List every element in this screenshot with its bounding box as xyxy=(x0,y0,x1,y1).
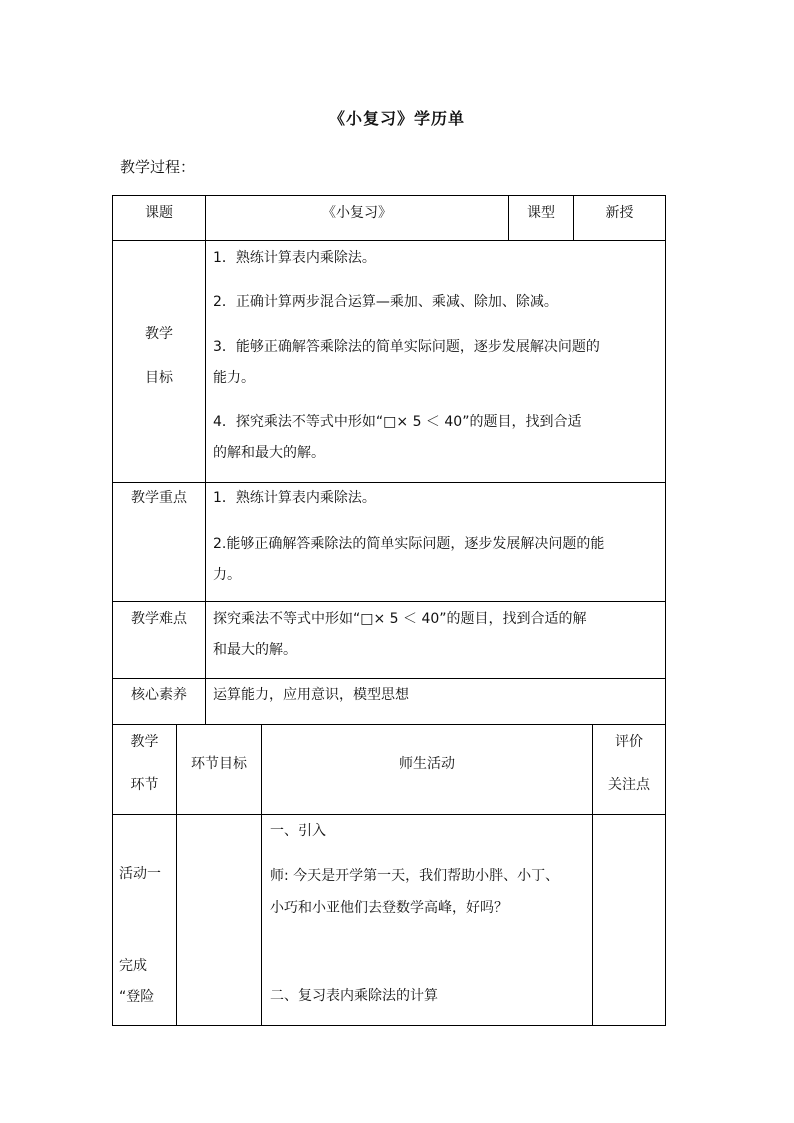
activity-line: 二、复习表内乘除法的计算 xyxy=(270,988,438,1004)
key-point-item-cont: 力。 xyxy=(213,567,241,583)
column-divider xyxy=(592,724,593,1026)
row-divider xyxy=(112,601,666,602)
goal-item: 1．熟练计算表内乘除法。 xyxy=(213,250,376,266)
process-col3: 师生活动 xyxy=(399,756,455,772)
row-divider xyxy=(112,678,666,679)
goals-label-line1: 教学 xyxy=(145,326,173,342)
lesson-label: 课题 xyxy=(145,205,173,221)
process-col1-line1: 教学 xyxy=(130,734,159,750)
goal-item: 4．探究乘法不等式中形如“□× 5 ＜ 40”的题目，找到合适 xyxy=(213,414,582,430)
lesson-value: 《小复习》 xyxy=(322,205,392,221)
activity-sub-line1: 完成 xyxy=(119,958,147,974)
table-border-bottom xyxy=(112,1025,666,1026)
intro-label: 教学过程： xyxy=(120,158,196,176)
goal-item: 2．正确计算两步混合运算—乘加、乘减、除加、除减。 xyxy=(213,294,558,310)
goal-item-cont: 的解和最大的解。 xyxy=(213,445,325,461)
page-title: 《小复习》学历单 xyxy=(328,109,465,128)
activity-sub-line2: “登险 xyxy=(119,989,155,1005)
activity-name: 活动一 xyxy=(119,866,161,882)
activity-line: 一、引入 xyxy=(270,823,326,839)
column-divider xyxy=(205,195,206,725)
type-value: 新授 xyxy=(605,205,634,221)
process-col2: 环节目标 xyxy=(191,756,247,772)
activity-line: 师: 今天是开学第一天，我们帮助小胖、小丁、 xyxy=(270,868,560,884)
activity-line: 小巧和小亚他们去登数学高峰，好吗？ xyxy=(270,900,508,916)
process-col4-line1: 评价 xyxy=(615,734,643,750)
process-col1-line2: 环节 xyxy=(130,777,159,793)
row-divider xyxy=(112,814,666,815)
type-label: 课型 xyxy=(527,205,555,221)
literacy-label: 核心素养 xyxy=(131,687,187,703)
goal-item: 3．能够正确解答乘除法的简单实际问题，逐步发展解决问题的 xyxy=(213,339,600,355)
literacy-value: 运算能力，应用意识，模型思想 xyxy=(213,687,409,703)
goal-item-cont: 能力。 xyxy=(213,370,255,386)
key-point-item: 1．熟练计算表内乘除法。 xyxy=(213,490,376,506)
key-point-item: 2.能够正确解答乘除法的简单实际问题，逐步发展解决问题的能 xyxy=(213,536,605,552)
difficulty-item: 探究乘法不等式中形如“□× 5 ＜ 40”的题目，找到合适的解 xyxy=(213,611,587,627)
row-divider xyxy=(112,240,666,241)
table-border-right xyxy=(665,195,666,1026)
difficulty-item-cont: 和最大的解。 xyxy=(213,642,297,658)
process-col4-line2: 关注点 xyxy=(608,777,650,793)
key-points-label: 教学重点 xyxy=(131,490,187,506)
row-divider xyxy=(112,724,666,725)
goals-label-line2: 目标 xyxy=(145,370,173,386)
difficulties-label: 教学难点 xyxy=(131,611,187,627)
row-divider xyxy=(112,482,666,483)
table-border-top xyxy=(112,195,666,196)
